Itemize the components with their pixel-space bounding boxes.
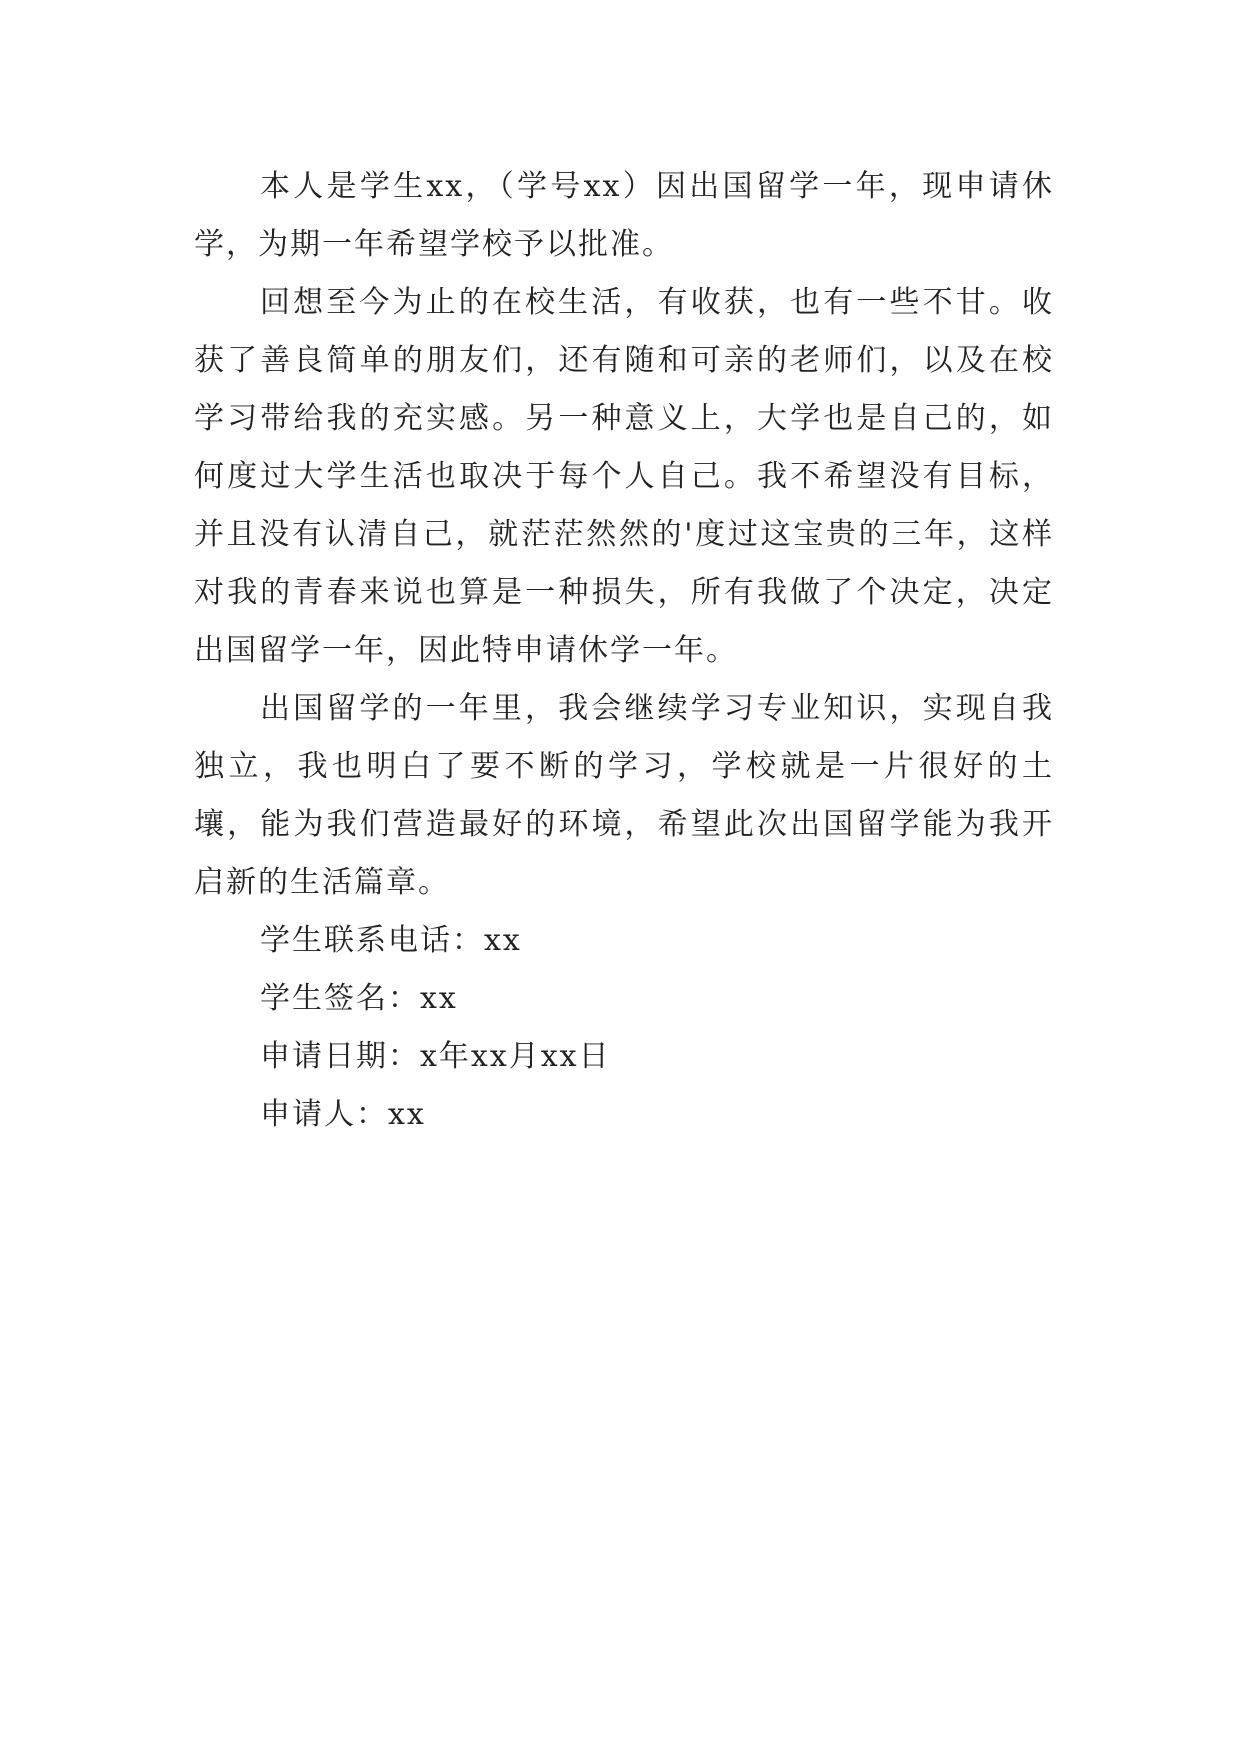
applicant-line: 申请人：xx xyxy=(260,1097,426,1132)
signature-line: 学生签名：xx xyxy=(260,981,458,1016)
contact-phone-line: 学生联系电话：xx xyxy=(260,923,522,958)
paragraph-reflection: 回想至今为止的在校生活，有收获，也有一些不甘。收获了善良简单的朋友们，还有随和可亲的老师们，以及在校学习带给我的充实感。另一种意义上，大学也是自己的，如何度过大学生活也取决于每个人自己。我不希望没有目标，并且没有认清自己，就茫茫然然的'度过这宝贵的三年，这样对我的青春来说也算是一种损失，所有我做了个决定，决定出国留学一年，因此特申请休学一年。 xyxy=(194,285,1054,668)
document-body xyxy=(194,158,1054,1144)
paragraph-plan: 出国留学的一年里，我会继续学习专业知识，实现自我独立，我也明白了要不断的学习，学校就是一片很好的土壤，能为我们营造最好的环境，希望此次出国留学能为我开启新的生活篇章。 xyxy=(194,691,1054,900)
paragraph-request: 本人是学生xx，（学号xx）因出国留学一年，现申请休学，为期一年希望学校予以批准。 xyxy=(194,169,1054,262)
date-line: 申请日期：x年xx月xx日 xyxy=(260,1039,611,1074)
